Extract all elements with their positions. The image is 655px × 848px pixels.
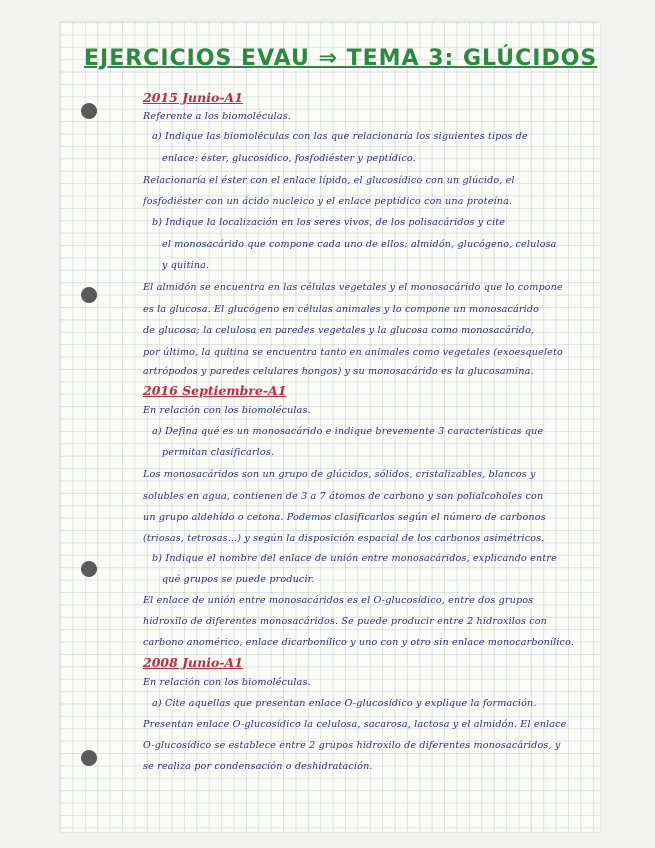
question-line: a) Defina qué es un monosacárido e indique brevemente 3 características que (152, 426, 544, 437)
binder-hole (81, 287, 97, 303)
question-line: enlace: éster, glucosídico, fosfodiéster y peptídico. (162, 153, 416, 164)
answer-line: un grupo aldehído o cetona. Podemos clasificarlos según el número de carbonos (143, 512, 546, 523)
answer-line: artrópodos y paredes celulares hongos) y su monosacárido es la glucosamina. (143, 366, 534, 377)
answer-line: Los monosacáridos son un grupo de glúcidos, sólidos, cristalizables, blancos y (143, 469, 536, 480)
binder-hole (81, 750, 97, 766)
answer-line: El almidón se encuentra en las células vegetales y el monosacárido que lo compone (143, 282, 563, 293)
question-line: a) Indique las biomoléculas con las que relacionaría los siguientes tipos de (152, 131, 528, 142)
answer-line: es la glucosa. El glucógeno en células animales y lo compone un monosacárido (143, 304, 540, 315)
text-line: En relación con los biomoléculas. (143, 405, 311, 416)
answer-line: El enlace de unión entre monosacáridos es el O-glucosídico, entre dos grupos (143, 595, 534, 606)
text-line: En relación con los biomoléculas. (143, 677, 311, 688)
question-line: qué grupos se puede producir. (162, 574, 315, 585)
binder-hole (81, 103, 97, 119)
answer-line: Presentan enlace O-glucosídico la celulosa, sacarosa, lactosa y el almidón. El enlace (143, 719, 567, 730)
answer-line: Relacionaría el éster con el enlace lípido, el glucosídico con un glúcido, el (143, 175, 515, 186)
section-header: 2016 Septiembre-A1 (143, 383, 287, 398)
question-line: el monosacárido que compone cada uno de ellos: almidón, glucógeno, celulosa (162, 239, 557, 250)
answer-line: de glucosa; la celulosa en paredes vegetales y la glucosa como monosacárido, (143, 325, 535, 336)
answer-line: (triosas, tetrosas...) y según la disposición espacial de los carbonos asimétricos. (143, 533, 545, 544)
question-line: y quitina. (162, 260, 210, 271)
answer-line: O-glucosídico se establece entre 2 grupos hidroxilo de diferentes monosacáridos, y (143, 740, 561, 751)
answer-line: se realiza por condensación o deshidratación. (143, 761, 373, 772)
answer-line: solubles en agua, contienen de 3 a 7 átomos de carbono y son polialcoholes con (143, 491, 544, 502)
section-header: 2015 Junio-A1 (143, 90, 243, 105)
question-line: b) Indique la localización en los seres vivos, de los polisacáridos y cite (152, 217, 506, 228)
question-line: permitan clasificarlos. (162, 447, 275, 458)
section-header: 2008 Junio-A1 (143, 655, 243, 670)
answer-line: carbono anomérico, enlace dicarbonílico y uno con y otro sin enlace monocarbonílico. (143, 637, 575, 648)
answer-line: hidroxilo de diferentes monosacáridos. Se puede producir entre 2 hidroxilos con (143, 616, 548, 627)
binder-hole (81, 561, 97, 577)
question-line: b) Indique el nombre del enlace de unión entre monosacáridos, explicando entre (152, 553, 557, 564)
question-line: a) Cite aquellas que presentan enlace O-glucosídico y explique la formación. (152, 698, 537, 709)
text-line: Referente a los biomoléculas. (143, 111, 292, 122)
answer-line: por último, la quitina se encuentra tanto en animales como vegetales (exoesqueleto (143, 347, 563, 358)
page-title: EJERCICIOS EVAU ⇒ TEMA 3: GLÚCIDOS (84, 46, 598, 71)
answer-line: fosfodiéster con un ácido nucleico y el enlace peptídico con una proteína. (143, 196, 513, 207)
